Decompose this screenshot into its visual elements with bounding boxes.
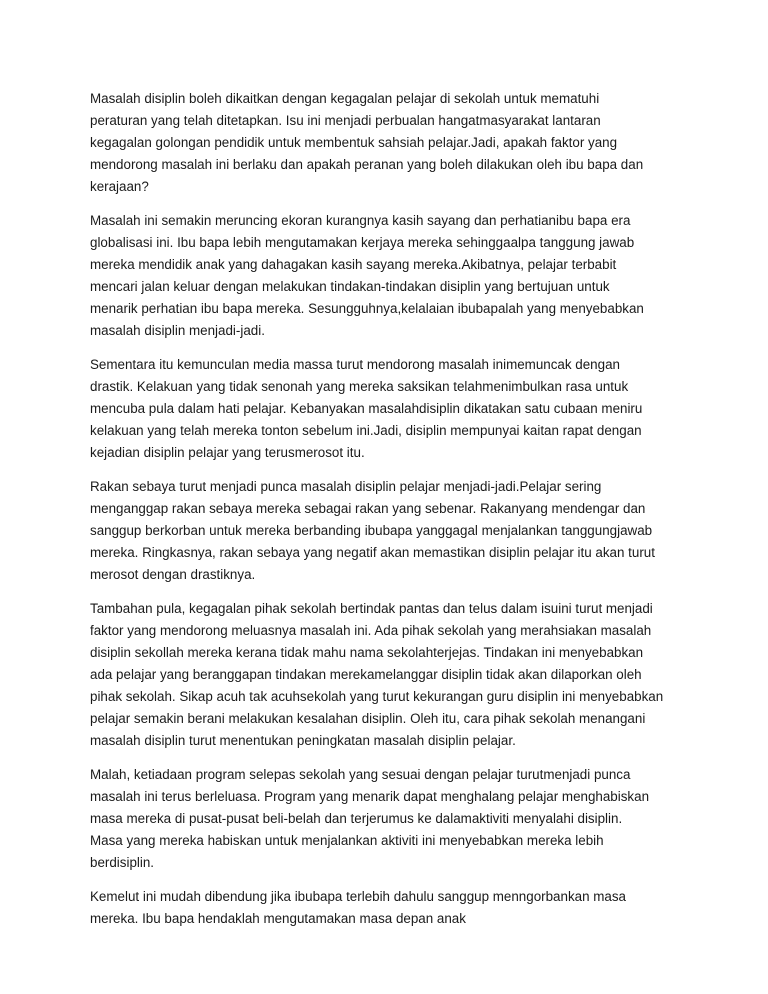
paragraph-1 [90,88,680,198]
text-line: mencuba pula dalam hati pelajar. Kebanyakan masalahdisiplin dikatakan satu cubaan meniru [90,401,643,416]
text-line: sanggup berkorban untuk mereka berbanding ibubapa yanggagal menjalankan tanggungjawab [90,523,653,538]
text-line: masalah disiplin turut menentukan peningkatan masalah disiplin pelajar. [90,733,516,748]
text-line: merosot dengan drastiknya. [90,567,256,582]
text-line: masalah ini terus berleluasa. Program yang menarik dapat menghalang pelajar menghabiskan [90,789,650,804]
text-line: Rakan sebaya turut menjadi punca masalah disiplin pelajar menjadi-jadi.Pelajar sering [90,479,602,494]
text-line: berdisiplin. [90,855,155,870]
paragraph-3 [90,354,680,464]
text-line: kelakuan yang telah mereka tonton sebelum ini.Jadi, disiplin mempunyai kaitan rapat dengan [90,423,642,438]
text-line: faktor yang mendorong meluasnya masalah ini. Ada pihak sekolah yang merahsiakan masalah [90,623,652,638]
text-line: drastik. Kelakuan yang tidak senonah yang mereka saksikan telahmenimbulkan rasa untuk [90,379,629,394]
text-line: kegagalan golongan pendidik untuk membentuk sahsiah pelajar.Jadi, apakah faktor yang [90,135,618,150]
text-line: peraturan yang telah ditetapkan. Isu ini menjadi perbualan hangatmasyarakat lantaran [90,113,601,128]
text-line: mereka mendidik anak yang dahagakan kasih sayang mereka.Akibatnya, pelajar terbabit [90,257,617,272]
document-body [90,88,680,942]
text-line: mereka. Ibu bapa hendaklah mengutamakan masa depan anak [90,911,466,926]
paragraph-4 [90,476,680,586]
text-line: mencari jalan keluar dengan melakukan tindakan-tindakan disiplin yang bertujuan untuk [90,279,610,294]
text-line: kejadian disiplin pelajar yang terusmerosot itu. [90,445,365,460]
text-line: mendorong masalah ini berlaku dan apakah peranan yang boleh dilakukan oleh ibu bapa dan [90,157,644,172]
paragraph-5 [90,598,680,752]
text-line: masalah disiplin menjadi-jadi. [90,323,265,338]
paragraph-7 [90,886,680,930]
text-line: masa mereka di pusat-pusat beli-belah dan terjerumus ke dalamaktiviti menyalahi disiplin. [90,811,623,826]
text-line: kerajaan? [90,179,149,194]
text-line: mereka. Ringkasnya, rakan sebaya yang negatif akan memastikan disiplin pelajar itu akan turut [90,545,655,560]
text-line: Masalah disiplin boleh dikaitkan dengan kegagalan pelajar di sekolah untuk mematuhi [90,91,600,106]
text-line: Tambahan pula, kegagalan pihak sekolah bertindak pantas dan telus dalam isuini turut menjadi [90,601,653,616]
text-line: menarik perhatian ibu bapa mereka. Sesungguhnya,kelalaian ibubapalah yang menyebabkan [90,301,644,316]
text-line: menganggap rakan sebaya mereka sebagai rakan yang sebenar. Rakanyang mendengar dan [90,501,646,516]
text-line: disiplin sekollah mereka kerana tidak mahu nama sekolahterjejas. Tindakan ini menyebabkan [90,645,644,660]
text-line: globalisasi ini. Ibu bapa lebih mengutamakan kerjaya mereka sehinggaalpa tanggung jawab [90,235,635,250]
paragraph-6 [90,764,680,874]
text-line: Sementara itu kemunculan media massa turut mendorong masalah inimemuncak dengan [90,357,620,372]
text-line: Malah, ketiadaan program selepas sekolah yang sesuai dengan pelajar turutmenjadi punca [90,767,631,782]
paragraph-2 [90,210,680,342]
text-line: Masa yang mereka habiskan untuk menjalankan aktiviti ini menyebabkan mereka lebih [90,833,604,848]
text-line: Masalah ini semakin meruncing ekoran kurangnya kasih sayang dan perhatianibu bapa era [90,213,631,228]
text-line: pelajar semakin berani melakukan kesalahan disiplin. Oleh itu, cara pihak sekolah menangani [90,711,646,726]
text-line: Kemelut ini mudah dibendung jika ibubapa terlebih dahulu sanggup menngorbankan masa [90,889,627,904]
text-line: pihak sekolah. Sikap acuh tak acuhsekolah yang turut kekurangan guru disiplin ini menyebabkan [90,689,664,704]
text-line: ada pelajar yang beranggapan tindakan merekamelanggar disiplin tidak akan dilaporkan oleh [90,667,642,682]
